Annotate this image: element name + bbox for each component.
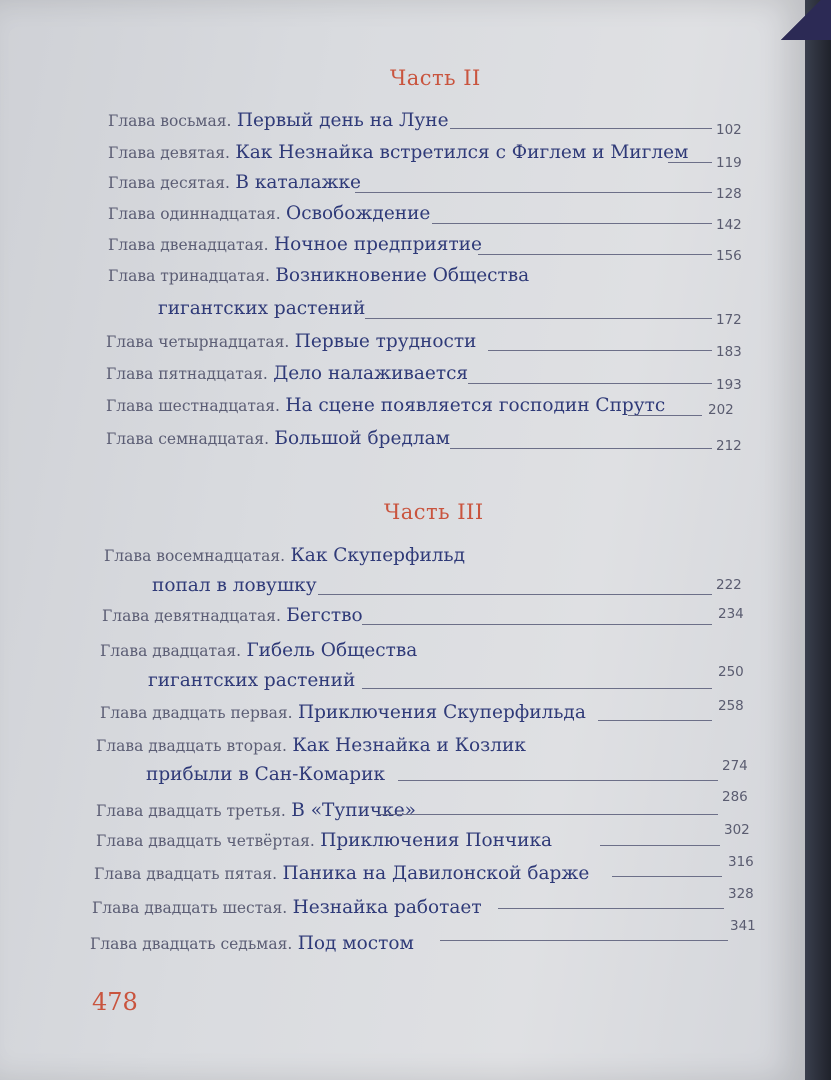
toc-entry [106,395,665,416]
page-ref: 193 [716,377,742,393]
leader-line [468,383,712,384]
page-ref: 128 [716,186,742,202]
chapter-label: Глава семнадцатая. [106,430,269,448]
page-ref: 302 [724,822,750,838]
chapter-label: Глава одиннадцатая. [108,205,281,223]
leader-line [628,415,702,416]
toc-entry [106,428,450,449]
toc-entry [96,830,552,851]
book-cover-corner [771,0,831,40]
toc-entry [100,702,586,723]
leader-line [378,814,718,815]
leader-line [450,448,712,449]
chapter-title: Освобождение [286,203,431,224]
toc-entry [96,735,526,756]
page-number: 478 [92,988,138,1016]
leader-line [365,318,712,319]
toc-entry [102,605,363,626]
page-ref: 102 [716,122,742,138]
chapter-label: Глава двадцать первая. [100,704,293,722]
toc-entry [108,110,449,131]
chapter-title: Как Скуперфильд [290,545,466,566]
chapter-label: Глава четырнадцатая. [106,333,290,351]
chapter-title-continued: прибыли в Сан-Комарик [146,764,386,785]
chapter-label: Глава шестнадцатая. [106,397,280,415]
toc-entry [104,545,465,566]
chapter-label: Глава девятнадцатая. [102,607,281,625]
page-ref: 250 [718,664,744,680]
chapter-title-continued: попал в ловушку [152,575,317,596]
toc-entry [108,172,361,193]
leader-line [362,688,712,689]
chapter-title: В каталажке [235,172,362,193]
page-ref: 183 [716,344,742,360]
chapter-title: Незнайка работает [292,897,482,918]
leader-line [432,223,712,224]
chapter-label: Глава двадцать третья. [96,802,286,820]
page-ref: 328 [728,886,754,902]
chapter-title: Под мостом [297,933,414,954]
part-2-title: Часть II [390,66,481,90]
page-ref: 172 [716,312,742,328]
leader-line [668,162,712,163]
toc-entry [108,203,430,224]
page-ref: 274 [722,758,748,774]
chapter-title: Ночное предприятие [273,234,482,255]
page-ref: 286 [722,789,748,805]
chapter-title: Первые трудности [294,331,477,352]
page-ref: 234 [718,606,744,622]
part-3-title: Часть III [384,500,484,524]
toc-entry [106,331,476,352]
toc-entry [100,640,417,661]
book-edge [805,0,831,1080]
chapter-title-continued: гигантских растений [148,670,356,691]
toc-entry [106,363,468,384]
chapter-label: Глава двадцать вторая. [96,737,287,755]
leader-line [498,908,724,909]
chapter-label: Глава десятая. [108,174,230,192]
chapter-label: Глава двадцать шестая. [92,899,288,917]
chapter-label: Глава двадцать четвёртая. [96,832,315,850]
chapter-title: Как Незнайка и Козлик [292,735,526,756]
chapter-title: Приключения Скуперфильда [297,702,586,723]
toc-entry [108,142,688,163]
page-ref: 212 [716,438,742,454]
chapter-title: Возникновение Общества [275,265,530,286]
chapter-label: Глава восемнадцатая. [104,547,286,565]
leader-line [355,192,712,193]
leader-line [478,254,712,255]
toc-entry [108,234,482,255]
chapter-title: Первый день на Луне [236,110,449,131]
chapter-title: Как Незнайка встретился с Фиглем и Миглем [235,142,689,163]
chapter-label: Глава девятая. [108,144,230,162]
toc-entry [92,897,482,918]
leader-line [450,128,712,129]
chapter-label: Глава двадцать пятая. [94,865,278,883]
chapter-label: Глава двадцатая. [100,642,242,660]
page-ref: 258 [718,698,744,714]
leader-line [362,624,712,625]
chapter-title: Большой бредлам [274,428,451,449]
chapter-title: На сцене появляется господин Спрутс [285,395,666,416]
toc-entry [108,265,529,286]
page-ref: 222 [716,577,742,593]
chapter-label: Глава пятнадцатая. [106,365,268,383]
chapter-title: Гибель Общества [246,640,418,661]
toc-entry [94,863,589,884]
chapter-title: Приключения Пончика [320,830,553,851]
page-ref: 316 [728,854,754,870]
page-ref: 202 [708,402,734,418]
chapter-title: В «Тупичке» [291,800,416,821]
chapter-label: Глава двенадцатая. [108,236,269,254]
leader-line [600,845,720,846]
chapter-title-continued: гигантских растений [158,298,366,319]
toc-entry [96,800,416,821]
leader-line [318,594,712,595]
chapter-label: Глава восьмая. [108,112,232,130]
leader-line [612,876,722,877]
chapter-title: Бегство [286,605,363,626]
page-ref: 119 [716,155,742,171]
leader-line [398,780,718,781]
leader-line [598,720,712,721]
chapter-label: Глава тринадцатая. [108,267,270,285]
page-ref: 341 [730,918,756,934]
chapter-label: Глава двадцать седьмая. [90,935,293,953]
page-ref: 142 [716,217,742,233]
leader-line [440,940,728,941]
leader-line [488,350,712,351]
chapter-title: Паника на Давилонской барже [282,863,590,884]
page-ref: 156 [716,248,742,264]
toc-entry [90,933,414,954]
chapter-title: Дело налаживается [273,363,469,384]
